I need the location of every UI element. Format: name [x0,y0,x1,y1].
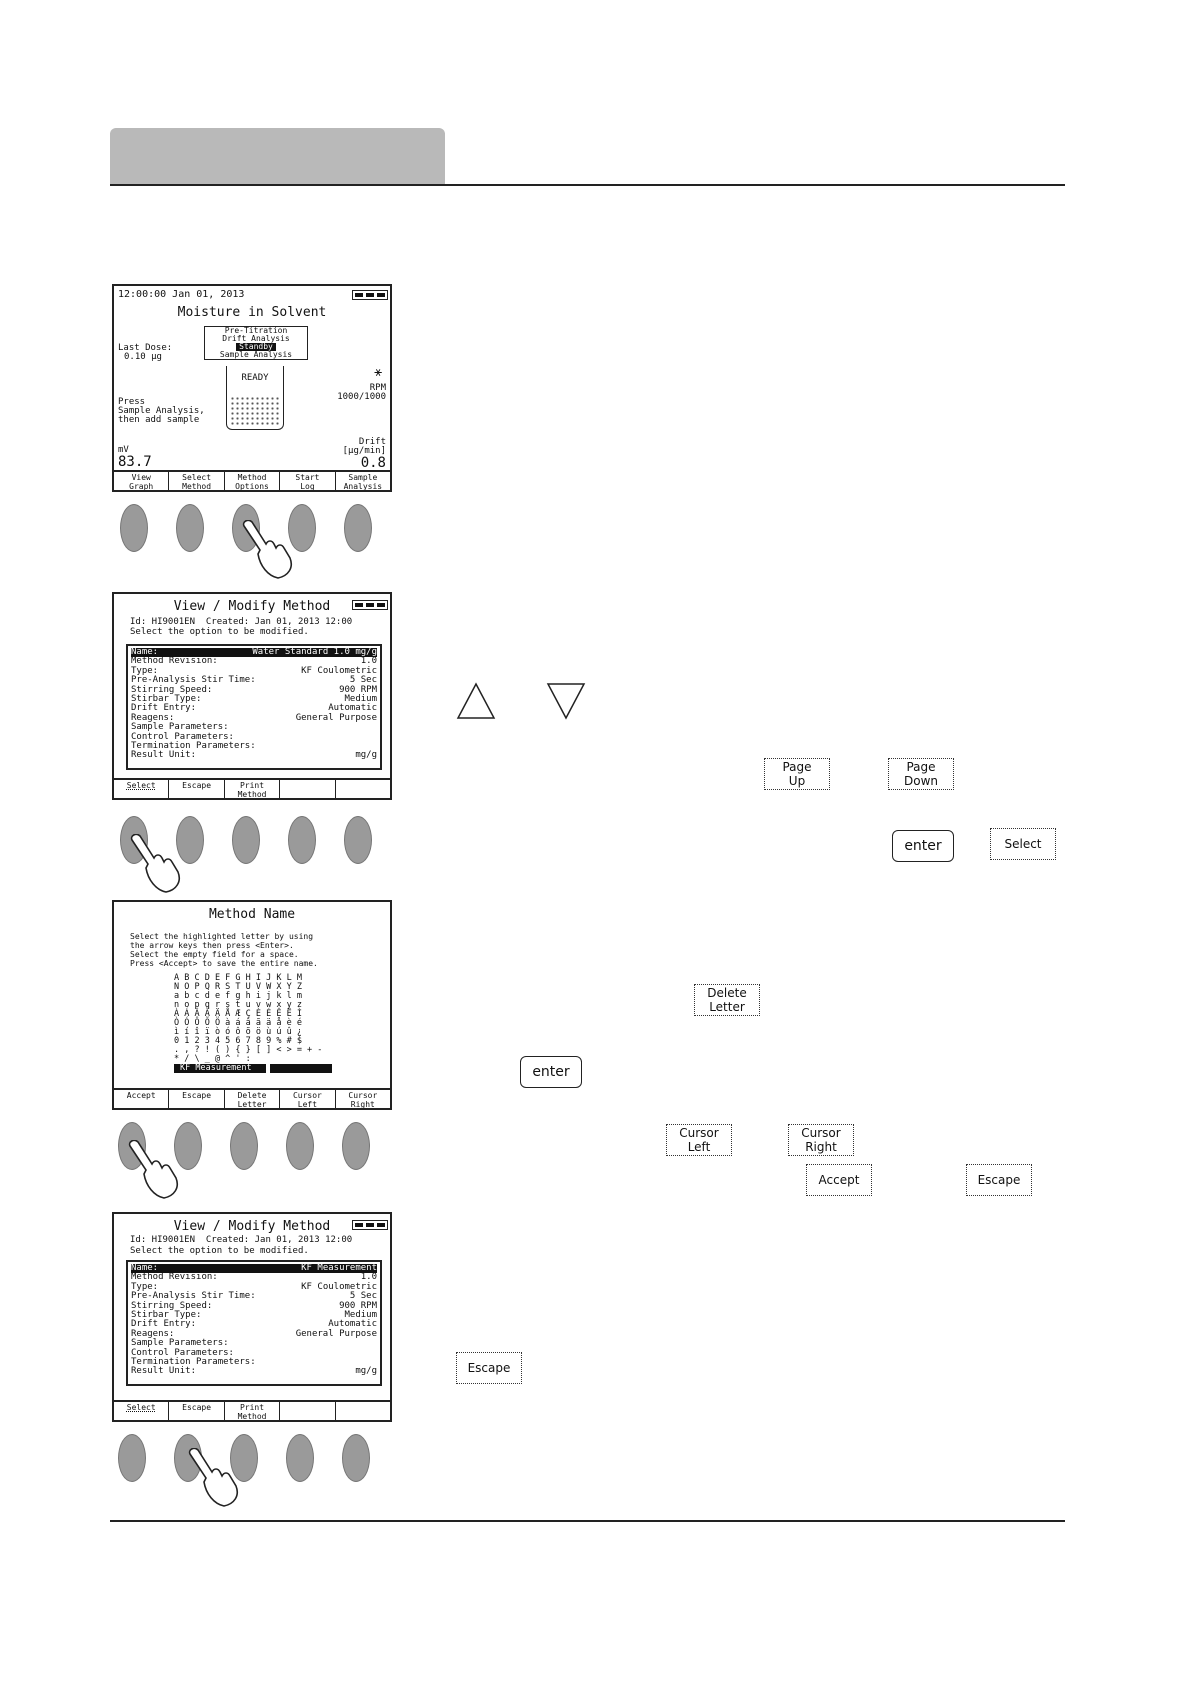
screen-title: Moisture in Solvent [177,305,327,320]
option-value: 1.0 [360,656,377,667]
mv-label: mV [118,445,129,455]
option-value: KF Coulometric [301,1281,377,1292]
menu-item: Sample Analysis [219,350,293,359]
drift-label: Drift [358,437,386,447]
option-label: Name: [131,647,159,657]
name-field-remainder [270,1064,332,1073]
fkey-escape: Escape [169,780,224,798]
fkey-escape: Escape [169,1090,224,1108]
function-key-labels [114,470,390,490]
option-label: Control Parameters: [131,731,234,742]
fkey-accept: Accept [114,1090,169,1108]
function-key-labels [114,1400,390,1420]
rpm-value: 1000/1000 [337,392,386,402]
character-row[interactable]: n o p q r s t u v w x y z [174,1000,302,1010]
function-button-4[interactable] [286,1434,314,1482]
mode-menu [204,326,308,360]
cursor-left-key[interactable]: Cursor Left [666,1124,732,1156]
clock-time: 12:00:00 Jan 01, 2013 [118,289,245,300]
down-arrow-key-icon[interactable] [546,682,586,720]
fkey-delete-letter: Delete Letter [225,1090,280,1108]
battery-status-icon [352,1220,388,1230]
last-dose-label: Last Dose: [118,343,173,353]
footer-rule [110,1520,1065,1522]
fkey-sample-analysis: Sample Analysis [343,473,383,491]
option-value: 5 Sec [349,1291,377,1302]
fkey-select: Select [114,780,169,798]
instruction-text: Select the option to be modified. [130,1246,309,1256]
option-label: Sample Parameters: [131,1338,229,1349]
delete-letter-key[interactable]: Delete Letter [694,984,760,1016]
enter-key[interactable]: enter [520,1056,582,1088]
option-value: Water Standard 1.0 mg/g [252,647,377,657]
option-label: Stirring Speed: [131,1300,213,1311]
method-option-row[interactable] [131,1367,377,1376]
character-grid[interactable] [174,974,322,1064]
instruction-text: Select the option to be modified. [130,627,309,637]
drift-unit: [µg/min] [342,446,386,456]
battery-status-icon [352,290,388,300]
option-label: Method Revision: [131,1272,218,1283]
fkey-select-method: Select Method [169,472,224,490]
fkey-escape: Escape [169,1402,224,1420]
up-arrow-key-icon[interactable] [456,682,496,720]
fkey-view-graph: View Graph [114,472,169,490]
option-label: Reagens: [131,712,175,723]
character-row[interactable]: ì í î ï ò ó ô õ ö ù ú û ¿ [174,1027,302,1037]
fkey-empty [280,780,335,798]
escape-key[interactable]: Escape [456,1352,522,1384]
character-row[interactable]: À Á Â Ã Ä Å Æ Ç È É Ê Ë Ì [174,1009,302,1019]
method-name-field[interactable]: KF Measurement [174,1064,266,1073]
lcd-method-name-screen [112,900,392,1110]
fkey-cursor-left: Cursor Left [280,1090,335,1108]
ready-label: READY [241,373,269,383]
mv-value: 83.7 [118,454,152,470]
page-up-key[interactable]: Page Up [764,758,830,790]
menu-item-selected: Standby [236,343,276,351]
lcd-main-screen [112,284,392,492]
option-value: Automatic [328,703,377,714]
option-value: Medium [344,1310,377,1320]
option-value: Medium [344,694,377,704]
option-value: 900 RPM [339,1300,377,1311]
last-dose-value: 0.10 µg [124,352,162,362]
option-label: Termination Parameters: [131,741,256,751]
print-method-button[interactable] [232,816,260,864]
screen-title: View / Modify Method [173,1219,331,1234]
option-label: Name: [131,1263,159,1273]
function-key-labels [114,1088,390,1108]
character-row[interactable]: . , ? ! ( ) { } [ ] < > = + - [174,1045,323,1055]
option-value: mg/g [355,750,377,761]
method-id-line: Id: HI9001EN Created: Jan 01, 2013 12:00 [130,1235,353,1245]
delete-letter-button[interactable] [230,1122,258,1170]
menu-item: Drift Analysis [222,334,290,343]
pointing-hand-icon [184,1448,244,1510]
cursor-left-button[interactable] [286,1122,314,1170]
fkey-print-method: Print Method [225,1402,280,1420]
fkey-method-options: Method Options [225,472,280,490]
select-method-button[interactable] [176,504,204,552]
option-label: Result Unit: [131,750,197,761]
instruction-text: Select the highlighted letter by using the arrow keys then press <Enter>. Select the empty field for a space. Press <Accept> to save the entire name. [130,932,318,968]
character-row[interactable]: Ò Ó Ô Õ Ö à á â ã ä å è é [174,1018,302,1028]
fkey-cursor-right: Cursor Right [348,1091,378,1109]
stirrer-icon: ⚹ [374,365,382,380]
option-label: Type: [131,1281,159,1292]
section-header-tab [110,128,445,184]
option-label: Stirring Speed: [131,684,213,695]
option-value: KF Measurement [301,1263,377,1273]
select-key[interactable]: Select [990,828,1056,860]
select-button[interactable] [118,1434,146,1482]
option-label: Termination Parameters: [131,1357,256,1367]
method-option-row[interactable] [131,751,377,760]
sample-analysis-button[interactable] [344,504,372,552]
option-label: Sample Parameters: [131,722,229,733]
fkey-start-log: Start Log [280,472,335,490]
option-label: Stirbar Type: [131,694,202,704]
fkey-select: Select [114,1402,169,1420]
beaker-icon [226,366,284,430]
option-value: KF Coulometric [301,665,377,676]
screen-title: View / Modify Method [173,599,331,614]
character-row[interactable]: A B C D E F G H I J K L M [174,973,302,983]
option-value: 900 RPM [339,684,377,695]
enter-key[interactable]: enter [892,830,954,862]
fkey-empty [336,780,390,798]
option-label: Stirbar Type: [131,1310,202,1320]
character-row[interactable]: a b c d e f g h i j k l m [174,991,302,1001]
method-id-line: Id: HI9001EN Created: Jan 01, 2013 12:00 [130,617,353,627]
method-options-list [126,1260,382,1386]
character-row[interactable]: N O P Q R S T U V W X Y Z [174,982,302,992]
fkey-empty [336,1402,390,1420]
fkey-print-method: Print Method [225,780,280,798]
function-button-4[interactable] [288,816,316,864]
header-rule [110,184,1065,186]
option-label: Method Revision: [131,656,218,667]
option-value: General Purpose [295,1328,377,1339]
pointing-hand-icon [126,834,186,896]
option-value: 5 Sec [349,675,377,686]
menu-item: Pre-Titration [224,326,288,335]
escape-key[interactable]: Escape [966,1164,1032,1196]
option-value: General Purpose [295,712,377,723]
page-down-key[interactable]: Page Down [888,758,954,790]
option-label: Result Unit: [131,1366,197,1377]
press-instruction: Press Sample Analysis, then add sample [118,397,205,425]
pointing-hand-icon [238,520,298,582]
option-label: Drift Entry: [131,1319,197,1330]
function-button-5[interactable] [344,816,372,864]
cursor-right-key[interactable]: Cursor Right [788,1124,854,1156]
option-label: Control Parameters: [131,1347,234,1358]
lcd-view-modify-updated-screen [112,1212,392,1422]
character-row[interactable]: 0 1 2 3 4 5 6 7 8 9 % # $ [174,1036,302,1046]
option-label: Pre-Analysis Stir Time: [131,675,256,686]
screen-title: Method Name [208,907,296,922]
character-row[interactable]: * / \ _ @ ^ ' : [174,1054,251,1064]
option-label: Type: [131,665,159,676]
fkey-empty [280,1402,335,1420]
function-key-labels [114,778,390,798]
option-value: mg/g [355,1366,377,1377]
option-label: Drift Entry: [131,703,197,714]
option-value: Automatic [328,1319,377,1330]
rpm-label: RPM [369,383,386,393]
option-value: 1.0 [360,1272,377,1283]
cursor-right-button[interactable] [342,1122,370,1170]
option-label: Pre-Analysis Stir Time: [131,1291,256,1302]
lcd-view-modify-screen [112,592,392,800]
method-options-list [126,644,382,770]
drift-value: 0.8 [360,455,386,471]
pointing-hand-icon [124,1140,184,1202]
accept-key[interactable]: Accept [806,1164,872,1196]
function-button-5[interactable] [342,1434,370,1482]
option-label: Reagens: [131,1328,175,1339]
battery-status-icon [352,600,388,610]
view-graph-button[interactable] [120,504,148,552]
